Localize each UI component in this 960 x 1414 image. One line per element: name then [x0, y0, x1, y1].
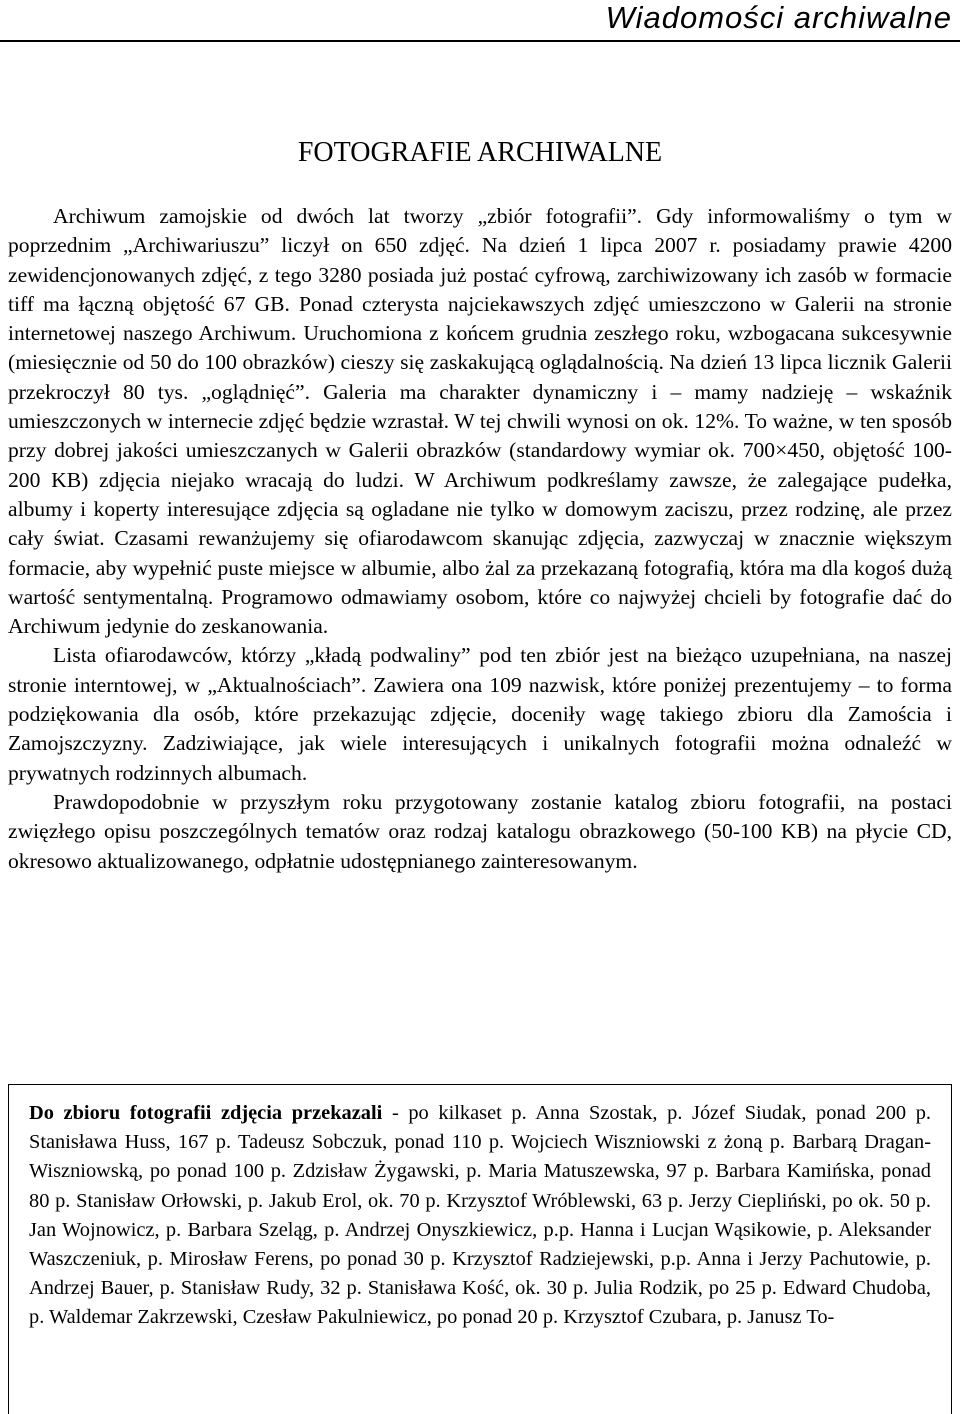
article-paragraph: Archiwum zamojskie od dwóch lat tworzy „zbiór fotografii”. Gdy informowaliśmy o tym w poprzednim „Archiwariuszu” liczył on 650 zdjęć. Na dzień 1 lipca 2007 r. posiadamy prawie 4200 zewidencjonowanych zdjęć, z tego 3280 posiada już postać cyfrową, zarchiwizowany ich zasób w formacie tiff ma łączną objętość 67 GB. Ponad czterysta najciekawszych zdjęć umieszczono w Galerii na stronie internetowej naszego Archiwum. Uruchomiona z końcem grudnia zeszłego roku, wzbogacana sukcesywnie (miesięcznie od 50 do 100 obrazków) cieszy się zaskakującą oglądalnością. Na dzień 13 lipca licznik Galerii przekroczył 80 tys. „oglądnięć”. Galeria ma charakter dynamiczny i – mamy nadzieję – wskaźnik umieszczonych w internecie zdjęć będzie wzrastał. W tej chwili wynosi on ok. 12%. To ważne, w ten sposób przy dobrej jakości umieszczanych w Galerii obrazków (standardowy wymiar ok. 700×450, objętość 100-200 KB) zdjęcia niejako wracają do ludzi. W Archiwum podkreślamy zawsze, że zalegające pudełka, albumy i koperty interesujące zdjęcia są ogladane nie tylko w domowym zaciszu, przez rodzinę, ale przez cały świat. Czasami rewanżujemy się ofiarodawcom skanując zdjęcia, zazwyczaj w znacznie większym formacie, aby wypełnić puste miejsce w albumie, albo żal za przekazaną fotografią, która ma dla kogoś dużą wartość sentymentalną. Programowo odmawiamy osobom, które co najwyżej chcieli by fotografie dać do Archiwum jedynie do zeskanowania. — [8, 204, 952, 639]
article-paragraph: Prawdopodobnie w przyszłym roku przygotowany zostanie katalog zbioru fotografii, na postaci zwięzłego opisu poszczególnych tematów oraz rodzaj katalogu obrazkowego (50-100 KB) na płycie CD, okresowo aktualizowanego, odpłatnie udostępnianego zainteresowanym. — [8, 789, 952, 873]
donors-lead: Do zbioru fotografii zdjęcia przekazali — [29, 1102, 383, 1124]
article-paragraph: Lista ofiarodawców, którzy „kładą podwaliny” pod ten zbiór jest na bieżąco uzupełniana, na naszej stronie interntowej, w „Aktualnościach”. Zawiera ona 109 nazwisk, które poniżej prezentujemy – to forma podziękowania dla osób, które przekazując zdjęcie, doceniły wagę takiego zbioru dla Zamościa i Zamojszczyzny. Zadziwiające, jak wiele interesujących i unikalnych fotografii można odnaleźć w prywatnych rodzinnych albumach. — [8, 643, 952, 785]
article-body — [8, 202, 952, 876]
article-title: FOTOGRAFIE ARCHIWALNE — [297, 137, 663, 168]
donors-list: - po kilkaset p. Anna Szostak, p. Józef Siudak, ponad 200 p. Stanisława Huss, 167 p. Tadeusz Sobczuk, ponad 110 p. Wojciech Wiszniowski z żoną p. Barbarą Dragan-Wiszniowską, po ponad 100 p. Zdzisław Żygawski, p. Maria Matuszewska, 97 p. Barbara Kamińska, ponad 80 p. Stanisław Orłowski, p. Jakub Erol, ok. 70 p. Krzysztof Wróblewski, 63 p. Jerzy Ciepliński, po ok. 50 p. Jan Wojnowicz, p. Barbara Szeląg, p. Andrzej Onyszkiewicz, p.p. Hanna i Lucjan Wąsikowie, p. Aleksander Waszczeniuk, p. Mirosław Ferens, po ponad 30 p. Krzysztof Radziejewski, p.p. Anna i Jerzy Pachutowie, p. Andrzej Bauer, p. Stanisław Rudy, 32 p. Stanisława Kość, ok. 30 p. Julia Rodzik, po 25 p. Edward Chudoba, p. Waldemar Zakrzewski, Czesław Pakulniewicz, po ponad 20 p. Krzysztof Czubara, p. Janusz To- — [29, 1102, 932, 1329]
page-header — [0, 0, 960, 40]
donors-box — [8, 1084, 952, 1414]
running-header-title: Wiadomości archiwalne — [605, 0, 952, 35]
header-rule — [0, 40, 960, 42]
donors-text — [29, 1099, 931, 1333]
